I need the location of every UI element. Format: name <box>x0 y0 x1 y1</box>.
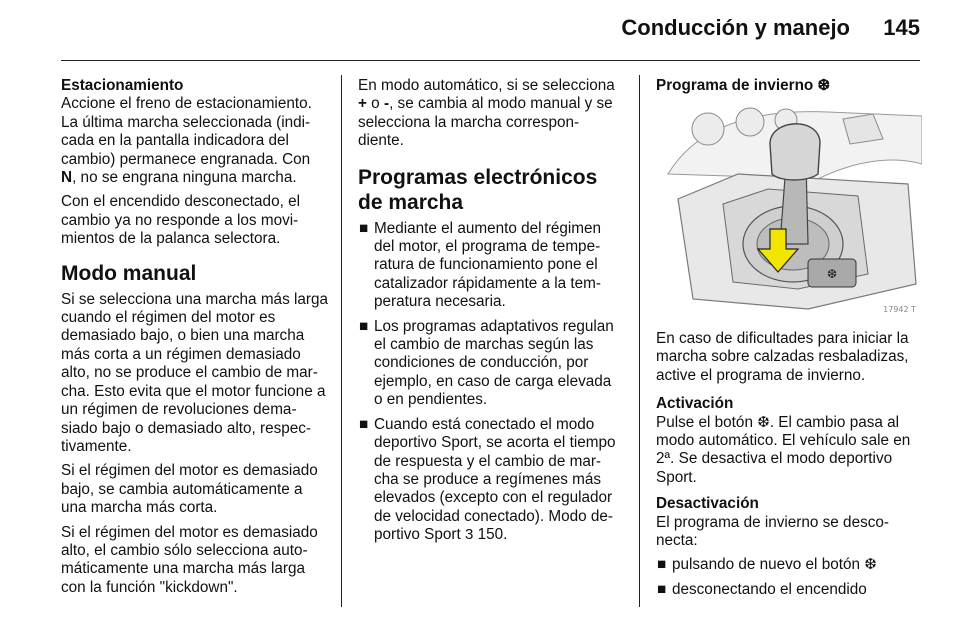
or-text: o <box>366 95 384 113</box>
snowflake-icon: ❆ <box>817 77 831 94</box>
bullet-icon: ■ <box>359 415 369 433</box>
invierno-paragraph: En caso de dificultades para iniciar la marcha sobre calzadas resbaladizas, active el programa de invierno. <box>656 330 909 384</box>
column-divider-right <box>639 75 640 607</box>
activacion-text: Pulse el botón <box>656 413 753 431</box>
bullet-icon: ■ <box>359 317 369 335</box>
gear-lever-knob <box>770 124 820 180</box>
list-item-text: Mediante el aumento del régimen del motor, el programa de tempe-ratura de funcionamiento pone el catalizador rápidamente a la tem-peratura necesaria. <box>374 219 602 311</box>
minus-symbol: - <box>383 95 390 113</box>
list-item <box>358 220 624 312</box>
column-right-body <box>656 330 924 605</box>
list-item <box>358 416 624 545</box>
list-item-text: pulsando de nuevo el botón <box>672 556 860 574</box>
intro-text-end: , se cambia al modo manual y se selecciona la marcha correspon-diente. <box>358 95 613 150</box>
modo-automatico-paragraph <box>358 77 624 151</box>
list-item-text: desconectando el encendido <box>672 580 867 598</box>
neutral-gear-label: N <box>61 169 73 187</box>
bullet-icon: ■ <box>359 219 369 237</box>
programas-list <box>358 220 624 545</box>
snowflake-icon: ❆ <box>757 413 770 431</box>
winter-button-icon: ❆ <box>826 267 838 281</box>
bullet-icon: ■ <box>657 580 667 598</box>
modo-manual-paragraph-3: Si el régimen del motor es demasiado alto, el cambio sólo selecciona auto-máticamente una marcha más larga con la función "kickdown". <box>61 523 318 596</box>
activacion-paragraph <box>656 414 924 488</box>
estacionamiento-paragraph-2: Con el encendido desconectado, el cambio ya no responde a los movi-mientos de la palanca selectora. <box>61 193 300 248</box>
page-header-title: Conducción y manejo <box>621 15 850 40</box>
estacionamiento-text-end: , no se engrana ninguna marcha. <box>72 169 297 187</box>
gear-selector-illustration <box>658 104 922 316</box>
desactivacion-heading: Desactivación <box>656 495 759 513</box>
column-divider-left <box>341 75 342 607</box>
page-number: 145 <box>883 15 920 40</box>
list-item-text: Cuando está conectado el modo deportivo Sport, se acorta el tiempo de respuesta y el cambio de mar-cha se produce a regímenes más elevados (excepto con el regulador de velocidad conectado). Modo de-portivo Sport <box>374 415 616 544</box>
desactivacion-list <box>656 556 924 599</box>
page-reference-icon: 3 <box>464 526 474 544</box>
column-left <box>61 77 329 603</box>
desactivacion-paragraph: El programa de invierno se desco-necta: <box>656 513 889 550</box>
estacionamiento-text: Accione el freno de estacionamiento. La última marcha seleccionada (indi-cada en la pantalla indicadora del cambio) permanece engranada. Con <box>61 95 312 168</box>
list-item <box>656 581 924 599</box>
list-item <box>358 318 624 410</box>
activacion-text-end: . El cambio pasa al modo automático. El vehículo sale en 2ª. Se desactiva el modo deportivo Sport. <box>656 413 911 486</box>
dial-left <box>692 113 724 145</box>
activacion-heading: Activación <box>656 395 734 413</box>
snowflake-icon: ❆ <box>864 556 877 574</box>
page-reference-number: 150. <box>473 526 508 544</box>
estacionamiento-paragraph-1 <box>61 95 329 187</box>
invierno-heading-text: Programa de invierno <box>656 77 814 94</box>
dial-center <box>736 108 764 136</box>
list-item-text: Los programas adaptativos regulan el cambio de marchas según las condiciones de conducción, por ejemplo, en caso de carga elevada o en pendientes. <box>374 317 614 409</box>
estacionamiento-heading: Estacionamiento <box>61 77 184 94</box>
programas-heading: Programas electrónicos de marcha <box>358 165 598 214</box>
plus-symbol: + <box>358 95 367 113</box>
modo-manual-paragraph-1: Si se selecciona una marcha más larga cuando el régimen del motor es demasiado bajo, o bien una marcha más corta a un régimen demasiado alto, no se produce el cambio de mar-cha. Esto evita que el motor funcione a un régimen de revoluciones dema-siado bajo o demasiado alto, respec-tivamente. <box>61 290 328 455</box>
column-middle <box>358 77 624 551</box>
figure-code: 17942 T <box>883 305 916 314</box>
modo-manual-heading: Modo manual <box>61 261 197 285</box>
header-rule <box>61 60 920 61</box>
modo-manual-paragraph-2: Si el régimen del motor es demasiado bajo, se cambia automáticamente a una marcha más corta. <box>61 462 318 517</box>
list-item <box>656 556 924 574</box>
bullet-icon: ■ <box>657 556 667 574</box>
column-right <box>656 77 924 95</box>
invierno-heading <box>656 77 924 95</box>
intro-text: En modo automático, si se selecciona <box>358 77 615 94</box>
